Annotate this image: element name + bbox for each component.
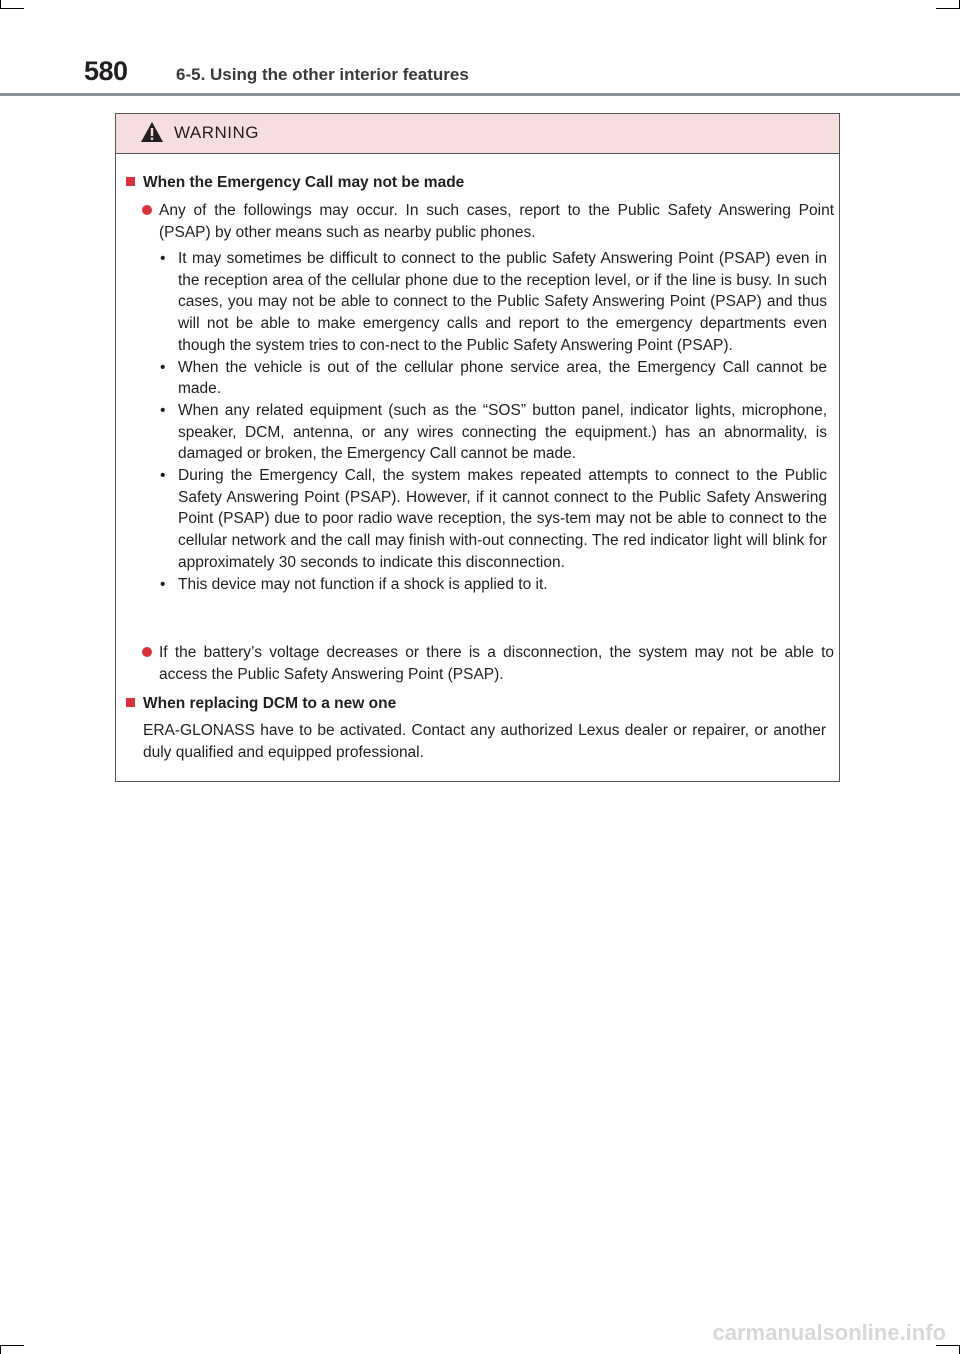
square-bullet-icon bbox=[126, 698, 135, 707]
section-heading bbox=[126, 173, 464, 193]
list-item bbox=[159, 200, 834, 243]
warning-triangle-icon bbox=[140, 121, 164, 143]
crop-mark bbox=[0, 8, 24, 9]
circle-bullet-icon bbox=[142, 205, 152, 215]
crop-mark bbox=[0, 1346, 1, 1354]
list-item bbox=[159, 642, 834, 685]
square-bullet-icon bbox=[126, 177, 135, 186]
list-item-text: If the battery’s voltage decreases or there is a disconnection, the system may not be able to access the Public Safety Answering Point (PSAP). bbox=[159, 644, 834, 683]
warning-label: WARNING bbox=[174, 123, 260, 142]
sub-list bbox=[160, 248, 827, 595]
crop-mark bbox=[0, 1345, 24, 1346]
list-item-text: Any of the followings may occur. In such cases, report to the Public Safety Answering Point (PSAP) by other means such as nearby public phones. bbox=[159, 202, 834, 241]
svg-text:carmanualsonline.info: carmanualsonline.info bbox=[712, 1320, 946, 1345]
sub-list-item-text: It may sometimes be difficult to connect to the public Safety Answering Point (PSAP) even in the reception area of the cellular phone due to the reception level, or if the line is busy. In such cases, you may not be able to connect to the Public Safety Answering Point (PSAP) and thus will not be able to make emergency calls and report to the emergency departments even though the system tries to con-nect to the Public Safety Answering Point (PSAP). bbox=[178, 250, 827, 354]
sub-list-item bbox=[160, 357, 827, 400]
section-title: 6-5. Using the other interior features bbox=[176, 65, 469, 84]
circle-bullet-icon bbox=[142, 647, 152, 657]
header-divider bbox=[0, 93, 960, 96]
warning-box bbox=[115, 113, 840, 782]
paragraph: ERA-GLONASS have to be activated. Contact any authorized Lexus dealer or repairer, or another duly qualified and equipped professional. bbox=[143, 722, 826, 761]
sub-list-item bbox=[160, 248, 827, 357]
sub-list-item-text: When any related equipment (such as the “SOS” button panel, indicator lights, microphone, speaker, DCM, antenna, or any wires connecting the equipment.) has an abnormality, is damaged or broken, the Emergency Call cannot be made. bbox=[178, 401, 827, 463]
dot-bullet: • bbox=[160, 358, 166, 376]
section-heading-text: When replacing DCM to a new one bbox=[143, 695, 397, 712]
crop-mark bbox=[0, 0, 1, 8]
sub-list-item bbox=[160, 400, 827, 465]
dot-bullet: • bbox=[160, 575, 166, 593]
dot-bullet: • bbox=[160, 467, 166, 485]
section-heading-text: When the Emergency Call may not be made bbox=[143, 174, 465, 191]
warning-header bbox=[116, 114, 839, 154]
crop-mark bbox=[936, 8, 960, 9]
sub-list-item-text: This device may not function if a shock is applied to it. bbox=[178, 575, 548, 593]
section-heading bbox=[126, 694, 396, 714]
sub-list-item bbox=[160, 465, 827, 574]
sub-list-item-text: During the Emergency Call, the system makes repeated attempts to connect to the Public Safety Answering Point (PSAP). However, if it cannot connect to the Public Safety Answering Point (PSAP) due to poor radio wave reception, the sys-tem may not be able to connect to the cellular network and the call may finish with-out connecting. The red indicator light will blink for approximately 30 seconds to indicate this disconnection. bbox=[178, 467, 827, 571]
sub-list-item bbox=[160, 574, 827, 596]
dot-bullet: • bbox=[160, 401, 166, 419]
dot-bullet: • bbox=[160, 250, 166, 267]
page-number: 580 bbox=[84, 56, 128, 86]
page-header bbox=[84, 56, 469, 87]
watermark-logo bbox=[650, 1318, 950, 1348]
sub-list-item-text: When the vehicle is out of the cellular phone service area, the Emergency Call cannot be made. bbox=[178, 358, 827, 398]
